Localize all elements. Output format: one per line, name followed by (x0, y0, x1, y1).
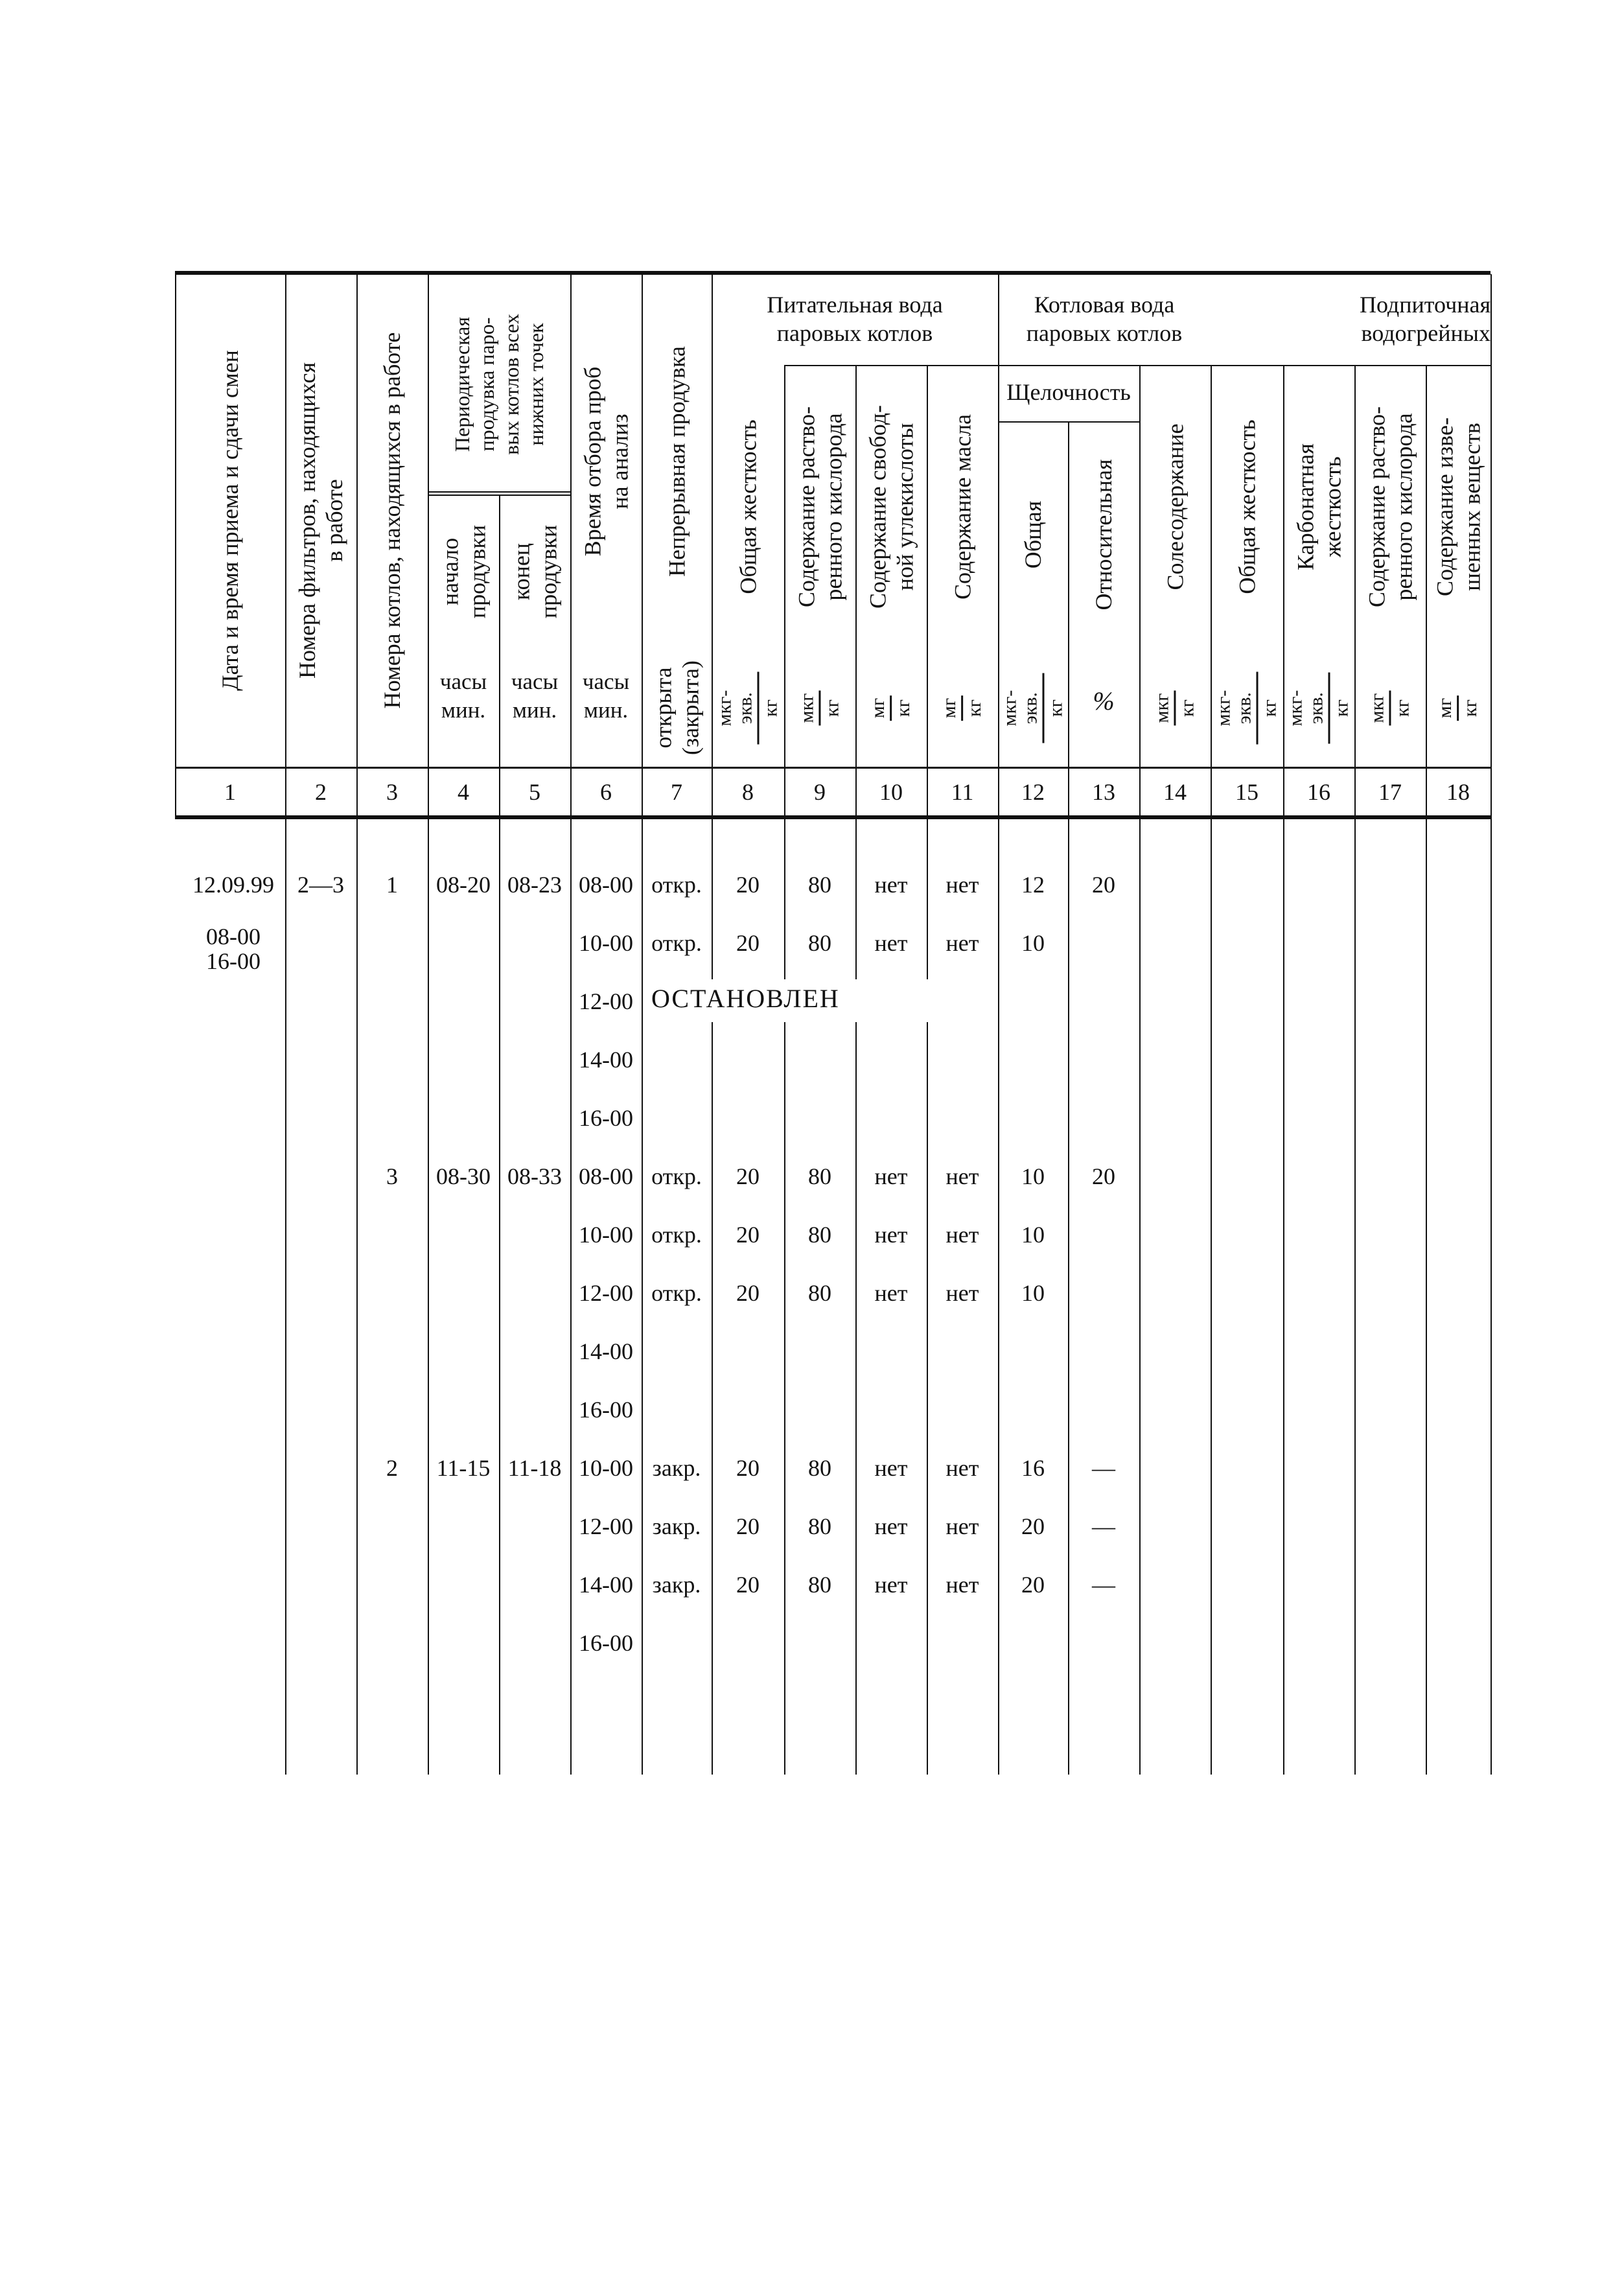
unit-fraction: мкг-экв. кг (712, 651, 784, 765)
sample-time: 12-00 (579, 988, 633, 1014)
continuous-blow-state: закр. (652, 1513, 701, 1539)
boiler-number: 2 (386, 1455, 398, 1481)
header-text-line: паровых котлов (1026, 320, 1183, 346)
header-text-line: жесткость (1319, 456, 1345, 557)
header-text-line: шенных веществ (1459, 422, 1485, 591)
header-makeup-oxygen (1354, 365, 1426, 648)
column-number: 13 (1092, 779, 1115, 805)
oil-value: нет (945, 1163, 979, 1189)
alkalinity-total-value: 20 (1021, 1513, 1045, 1539)
header-text-line: продувка паро- (475, 317, 498, 452)
unit-hours-min (499, 668, 570, 725)
alkalinity-total-value: 12 (1021, 872, 1045, 898)
boiler-number: 3 (386, 1163, 398, 1189)
header-text-line: Содержание изве- (1432, 417, 1457, 596)
column-number: 16 (1307, 779, 1330, 805)
column-number: 8 (742, 779, 754, 805)
continuous-blow-state: закр. (652, 1572, 701, 1598)
header-text-line: Номера котлов, находящихся в работе (379, 332, 405, 709)
header-text-line: Содержание раство- (793, 406, 819, 607)
unit-hours-min (570, 668, 642, 725)
blow-start-time: 08-20 (436, 872, 491, 898)
header-text-line: паровых котлов (776, 320, 933, 346)
alkalinity-total-value: 10 (1021, 1163, 1045, 1189)
header-feed-water (712, 290, 998, 347)
header-bottom-rule (175, 767, 1491, 769)
co2-value: нет (874, 1455, 908, 1481)
header-carbonate-hardness (1283, 365, 1354, 648)
alkalinity-relative-value: — (1092, 1572, 1115, 1598)
co2-value: нет (874, 1513, 908, 1539)
oil-value: нет (945, 930, 979, 956)
header-text-line: в работе (321, 479, 347, 562)
unit-fraction: мкг-экв. кг (1283, 651, 1354, 765)
total-hardness-value: 20 (736, 1572, 760, 1598)
column-number: 6 (600, 779, 612, 805)
column-number: 15 (1235, 779, 1259, 805)
numbers-bottom-rule (175, 815, 1491, 819)
header-text-line: вых котлов всех (500, 314, 523, 455)
header-text-line: Содержание масла (949, 414, 975, 600)
oil-value: нет (945, 1572, 979, 1598)
alkalinity-relative-value: — (1092, 1513, 1115, 1539)
unit-percent: % (1093, 686, 1115, 716)
oxygen-value: 80 (808, 1163, 831, 1189)
header-salt-content (1139, 365, 1211, 648)
oil-value: нет (945, 872, 979, 898)
unit-fraction: мкг-экв. кг (998, 651, 1068, 765)
co2-value: нет (874, 1280, 908, 1306)
column-number: 2 (315, 779, 327, 805)
co2-value: нет (874, 872, 908, 898)
sample-time: 12-00 (579, 1280, 633, 1306)
header-text-line: начало (437, 537, 463, 605)
oil-value: нет (945, 1455, 979, 1481)
column-number: 12 (1021, 779, 1045, 805)
header-text-line: Содержание свобод- (864, 404, 890, 609)
unit-hours-min (428, 668, 499, 725)
header-text-line: Солесодержание (1162, 423, 1188, 590)
header-boiler-water (998, 290, 1211, 347)
sample-time: 14-00 (579, 1338, 633, 1364)
unit-open-closed (642, 648, 712, 767)
continuous-blow-state: откр. (651, 930, 702, 956)
oil-value: нет (945, 1280, 979, 1306)
blow-start-time: 08-30 (436, 1163, 491, 1189)
shift-end: 16-00 (206, 948, 261, 974)
header-text-line: Питательная вода (767, 292, 943, 318)
header-text-line: на анализ (607, 413, 632, 509)
sample-time: 10-00 (579, 1455, 633, 1481)
header-text-line: Время отбора проб (579, 366, 605, 556)
alkalinity-relative-value: 20 (1092, 1163, 1115, 1189)
header-text-line: Относительная (1091, 459, 1117, 611)
header-oil-content (927, 365, 998, 648)
blow-end-time: 08-23 (507, 872, 562, 898)
filters-value: 2—3 (297, 872, 344, 898)
co2-value: нет (874, 1163, 908, 1189)
oxygen-value: 80 (808, 1513, 831, 1539)
unit-text: мин. (583, 697, 629, 723)
alkalinity-relative-value: 20 (1092, 872, 1115, 898)
sample-time: 08-00 (579, 1163, 633, 1189)
continuous-blow-state: откр. (651, 1222, 702, 1248)
header-text-line: продувки (535, 524, 561, 618)
header-boilers (356, 274, 428, 767)
blow-start-time: 11-15 (436, 1455, 491, 1481)
column-number: 17 (1378, 779, 1402, 805)
sample-time: 14-00 (579, 1047, 633, 1073)
header-alk-relative (1068, 421, 1139, 648)
header-makeup-water (1211, 290, 1491, 347)
continuous-blow-state: закр. (652, 1455, 701, 1481)
co2-value: нет (874, 930, 908, 956)
oxygen-value: 80 (808, 1280, 831, 1306)
header-text-line: Содержание раство- (1363, 406, 1389, 607)
oil-value: нет (945, 1513, 979, 1539)
header-text-line: Периодическая (450, 316, 474, 452)
header-text-line: продувки (464, 524, 490, 618)
oxygen-value: 80 (808, 872, 831, 898)
unit-text: мин. (441, 697, 486, 723)
header-text-line: водогрейных (1361, 320, 1491, 346)
oxygen-value: 80 (808, 1222, 831, 1248)
sample-time: 12-00 (579, 1513, 633, 1539)
unit-text: мин. (512, 697, 557, 723)
header-text-line: Общая жесткость (1234, 419, 1260, 594)
unit-fraction: мг кг (855, 651, 927, 765)
column-number: 18 (1446, 779, 1470, 805)
unit-fraction: мг кг (927, 651, 998, 765)
alkalinity-total-value: 10 (1021, 930, 1045, 956)
co2-value: нет (874, 1222, 908, 1248)
header-text-line: Котловая вода (1034, 292, 1175, 318)
header-text-line: открыта (650, 666, 676, 749)
oxygen-value: 80 (808, 1455, 831, 1481)
column-number: 3 (386, 779, 398, 805)
column-number: 7 (671, 779, 682, 805)
header-text-line: (закрыта) (677, 660, 703, 755)
header-free-co2 (855, 365, 927, 648)
header-alk-total (998, 421, 1068, 648)
oxygen-value: 80 (808, 930, 831, 956)
total-hardness-value: 20 (736, 1455, 760, 1481)
unit-fraction: мг кг (1426, 651, 1491, 765)
header-text-line: Непрерывная продувка (664, 345, 690, 577)
header-text-line: ной углекислоты (892, 423, 918, 590)
sample-time: 10-00 (579, 930, 633, 956)
total-hardness-value: 20 (736, 1163, 760, 1189)
blow-end-time: 11-18 (507, 1455, 562, 1481)
header-continuous-blowdown (642, 274, 712, 648)
unit-text: часы (582, 669, 630, 694)
boiler-number: 1 (386, 872, 398, 898)
unit-text: часы (439, 669, 487, 694)
header-text-line: Общая жесткость (735, 419, 761, 594)
header-blow-start (428, 495, 499, 648)
header-text-line: Дата и время приема и сдачи смен (217, 350, 243, 691)
header-text-line: ренного кислорода (1391, 412, 1417, 601)
column-number: 5 (529, 779, 540, 805)
column-number: 1 (224, 779, 236, 805)
unit-fraction: мкг кг (1354, 651, 1426, 765)
shift-start: 08-00 (206, 924, 261, 950)
header-text-line: ренного кислорода (820, 412, 846, 601)
header-text-line: Общая (1020, 500, 1046, 569)
header-text-line: конец (508, 542, 534, 600)
blow-end-time: 08-33 (507, 1163, 562, 1189)
alkalinity-total-value: 16 (1021, 1455, 1045, 1481)
boiler-group-rule (997, 365, 1139, 366)
total-hardness-value: 20 (736, 1222, 760, 1248)
header-total-hardness (712, 365, 784, 648)
sample-time: 08-00 (579, 872, 633, 898)
column-number: 4 (458, 779, 469, 805)
continuous-blow-state: откр. (651, 1163, 702, 1189)
alkalinity-relative-value: — (1092, 1455, 1115, 1481)
header-blow-end (499, 495, 570, 648)
column-number: 11 (951, 779, 974, 805)
unit-fraction: мкг кг (1139, 651, 1211, 765)
alkalinity-total-value: 20 (1021, 1572, 1045, 1598)
alkalinity-total-value: 10 (1021, 1222, 1045, 1248)
header-text-line: нижних точек (524, 323, 548, 446)
header-dissolved-oxygen (784, 365, 855, 648)
continuous-blow-state: откр. (651, 1280, 702, 1306)
header-suspended-solids (1426, 365, 1491, 648)
oil-value: нет (945, 1222, 979, 1248)
total-hardness-value: 20 (736, 1513, 760, 1539)
sample-time: 16-00 (579, 1397, 633, 1423)
date-value: 12.09.99 (192, 872, 274, 898)
header-text-line: Подпиточная (1359, 292, 1491, 318)
continuous-blow-state: откр. (651, 872, 702, 898)
column-number: 10 (879, 779, 903, 805)
header-sample-time (570, 274, 642, 648)
unit-fraction: мкг кг (784, 651, 855, 765)
sample-time: 10-00 (579, 1222, 633, 1248)
header-text-line: Карбонатная (1292, 443, 1318, 570)
sample-time: 16-00 (579, 1105, 633, 1131)
total-hardness-value: 20 (736, 872, 760, 898)
header-filters (285, 274, 356, 767)
column-number: 14 (1163, 779, 1187, 805)
unit-text: часы (511, 669, 559, 694)
alkalinity-total-value: 10 (1021, 1280, 1045, 1306)
stopped-label: ОСТАНОВЛЕН (651, 984, 840, 1013)
co2-value: нет (874, 1572, 908, 1598)
header-date-shift (175, 274, 285, 767)
header-alkalinity: Щелочность (1006, 379, 1131, 405)
sample-time: 14-00 (579, 1572, 633, 1598)
total-hardness-value: 20 (736, 930, 760, 956)
unit-fraction: мкг-экв. кг (1211, 651, 1283, 765)
header-makeup-hardness (1211, 365, 1283, 648)
column-number: 9 (814, 779, 826, 805)
header-periodic-blowdown (428, 274, 570, 495)
total-hardness-value: 20 (736, 1280, 760, 1306)
oxygen-value: 80 (808, 1572, 831, 1598)
header-text-line: Номера фильтров, находящихся (294, 362, 320, 679)
sample-time: 16-00 (579, 1630, 633, 1656)
